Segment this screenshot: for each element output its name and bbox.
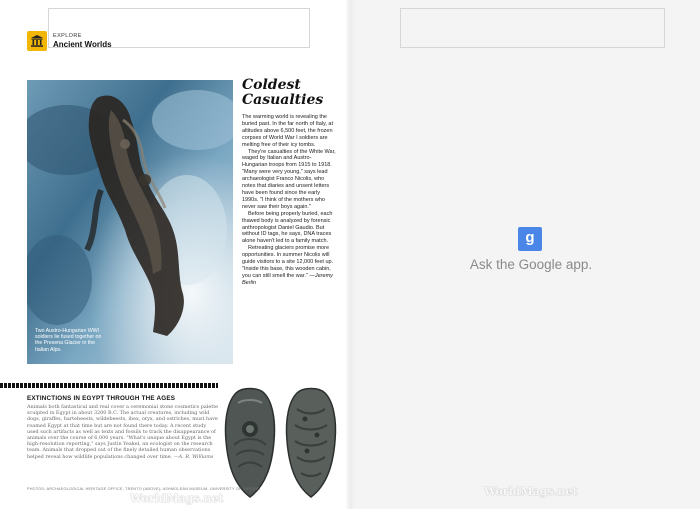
watermark: WorldMags.net	[130, 492, 224, 505]
google-app-icon	[518, 227, 542, 251]
story-title: Coldest Casualties	[242, 77, 324, 108]
cosmetics-palette-back-image	[283, 385, 339, 501]
sidebar-body	[27, 404, 219, 460]
story-byline: —Jeremy Berlin	[242, 272, 333, 286]
glacier-soldiers-photo	[27, 80, 233, 364]
ad-placeholder-right	[400, 8, 665, 48]
page-gutter	[345, 0, 355, 509]
google-logo-letter: g	[525, 229, 535, 246]
story-paragraph: The warming world is revealing the buried past. In the far north of Italy, at altitudes above 6,500 feet, the frozen corpses of World War I soldiers are melting free of their icy tombs.	[242, 114, 334, 148]
watermark: WorldMags.net	[484, 485, 578, 498]
right-page-ad	[350, 0, 700, 509]
story-paragraph: Before being properly buried, each thawed body is analyzed by forensic anthropologist Daniel Gaudio. But without ID tags, he says, DNA traces alone haven't led to a family match.	[242, 210, 333, 245]
photo-caption: Two Austro-Hungarian WWI soldiers lie fused together on the Presena Glacier in the Italian Alps.	[35, 328, 102, 353]
story-body	[242, 114, 336, 287]
temple-icon	[27, 31, 47, 51]
story-paragraph: They're casualties of the White War, waged by Italian and Austro-Hungarian troops from 1915 to 1918. "Many were very young," says lead archaeologist Franco Nicolis, who notes that diaries and unsent letters have been found since the early 1990s. "I think of the mothers who never saw their boys again."	[242, 148, 336, 210]
divider-stripe	[0, 383, 218, 388]
story-paragraph	[242, 245, 336, 286]
cosmetics-palette-front-image	[222, 385, 278, 501]
section-name: Ancient Worlds	[53, 40, 112, 49]
photo-credits: PHOTOS: ARCHAEOLOGICAL HERITAGE OFFICE, TRENTO (ABOVE); ASHMOLEAN MUSEUM, UNIVERSITY OF OXFORD	[27, 487, 261, 491]
sidebar-byline: —A. R. Williams	[173, 453, 214, 460]
sidebar-title: EXTINCTIONS IN EGYPT THROUGH THE AGES	[27, 395, 176, 402]
ad-tagline: Ask the Google app.	[469, 257, 593, 272]
sidebar-text: Animals both fantastical and real cover a ceremonial stone cosmetics palette sculpted in Egypt in about 3200 B.C. The actual creatures, including wild dogs, giraffes, hartebeests, wildebeests, ibex, oryx, and ostriches, must have roamed Egypt at that time but are not found there today. A recent study used such artifacts as well as texts and fossils to track the disappearance of animals over the course of 6,000 years. "What's unique about Egypt is the high-resolution reporting," says Justin Yeakel, an ecologist on the research team. Animals that dropped out of the finely detailed human observations helped reveal how wildlife populations changed over time.	[27, 404, 219, 460]
story-paragraph-text: Retreating glaciers promise more opportunities. In summer Nicolis will guide visitors to a site 12,000 feet up. "Inside this base, this wooden cabin, you can still smell the war."	[242, 245, 334, 279]
section-kicker: EXPLORE	[53, 33, 82, 39]
